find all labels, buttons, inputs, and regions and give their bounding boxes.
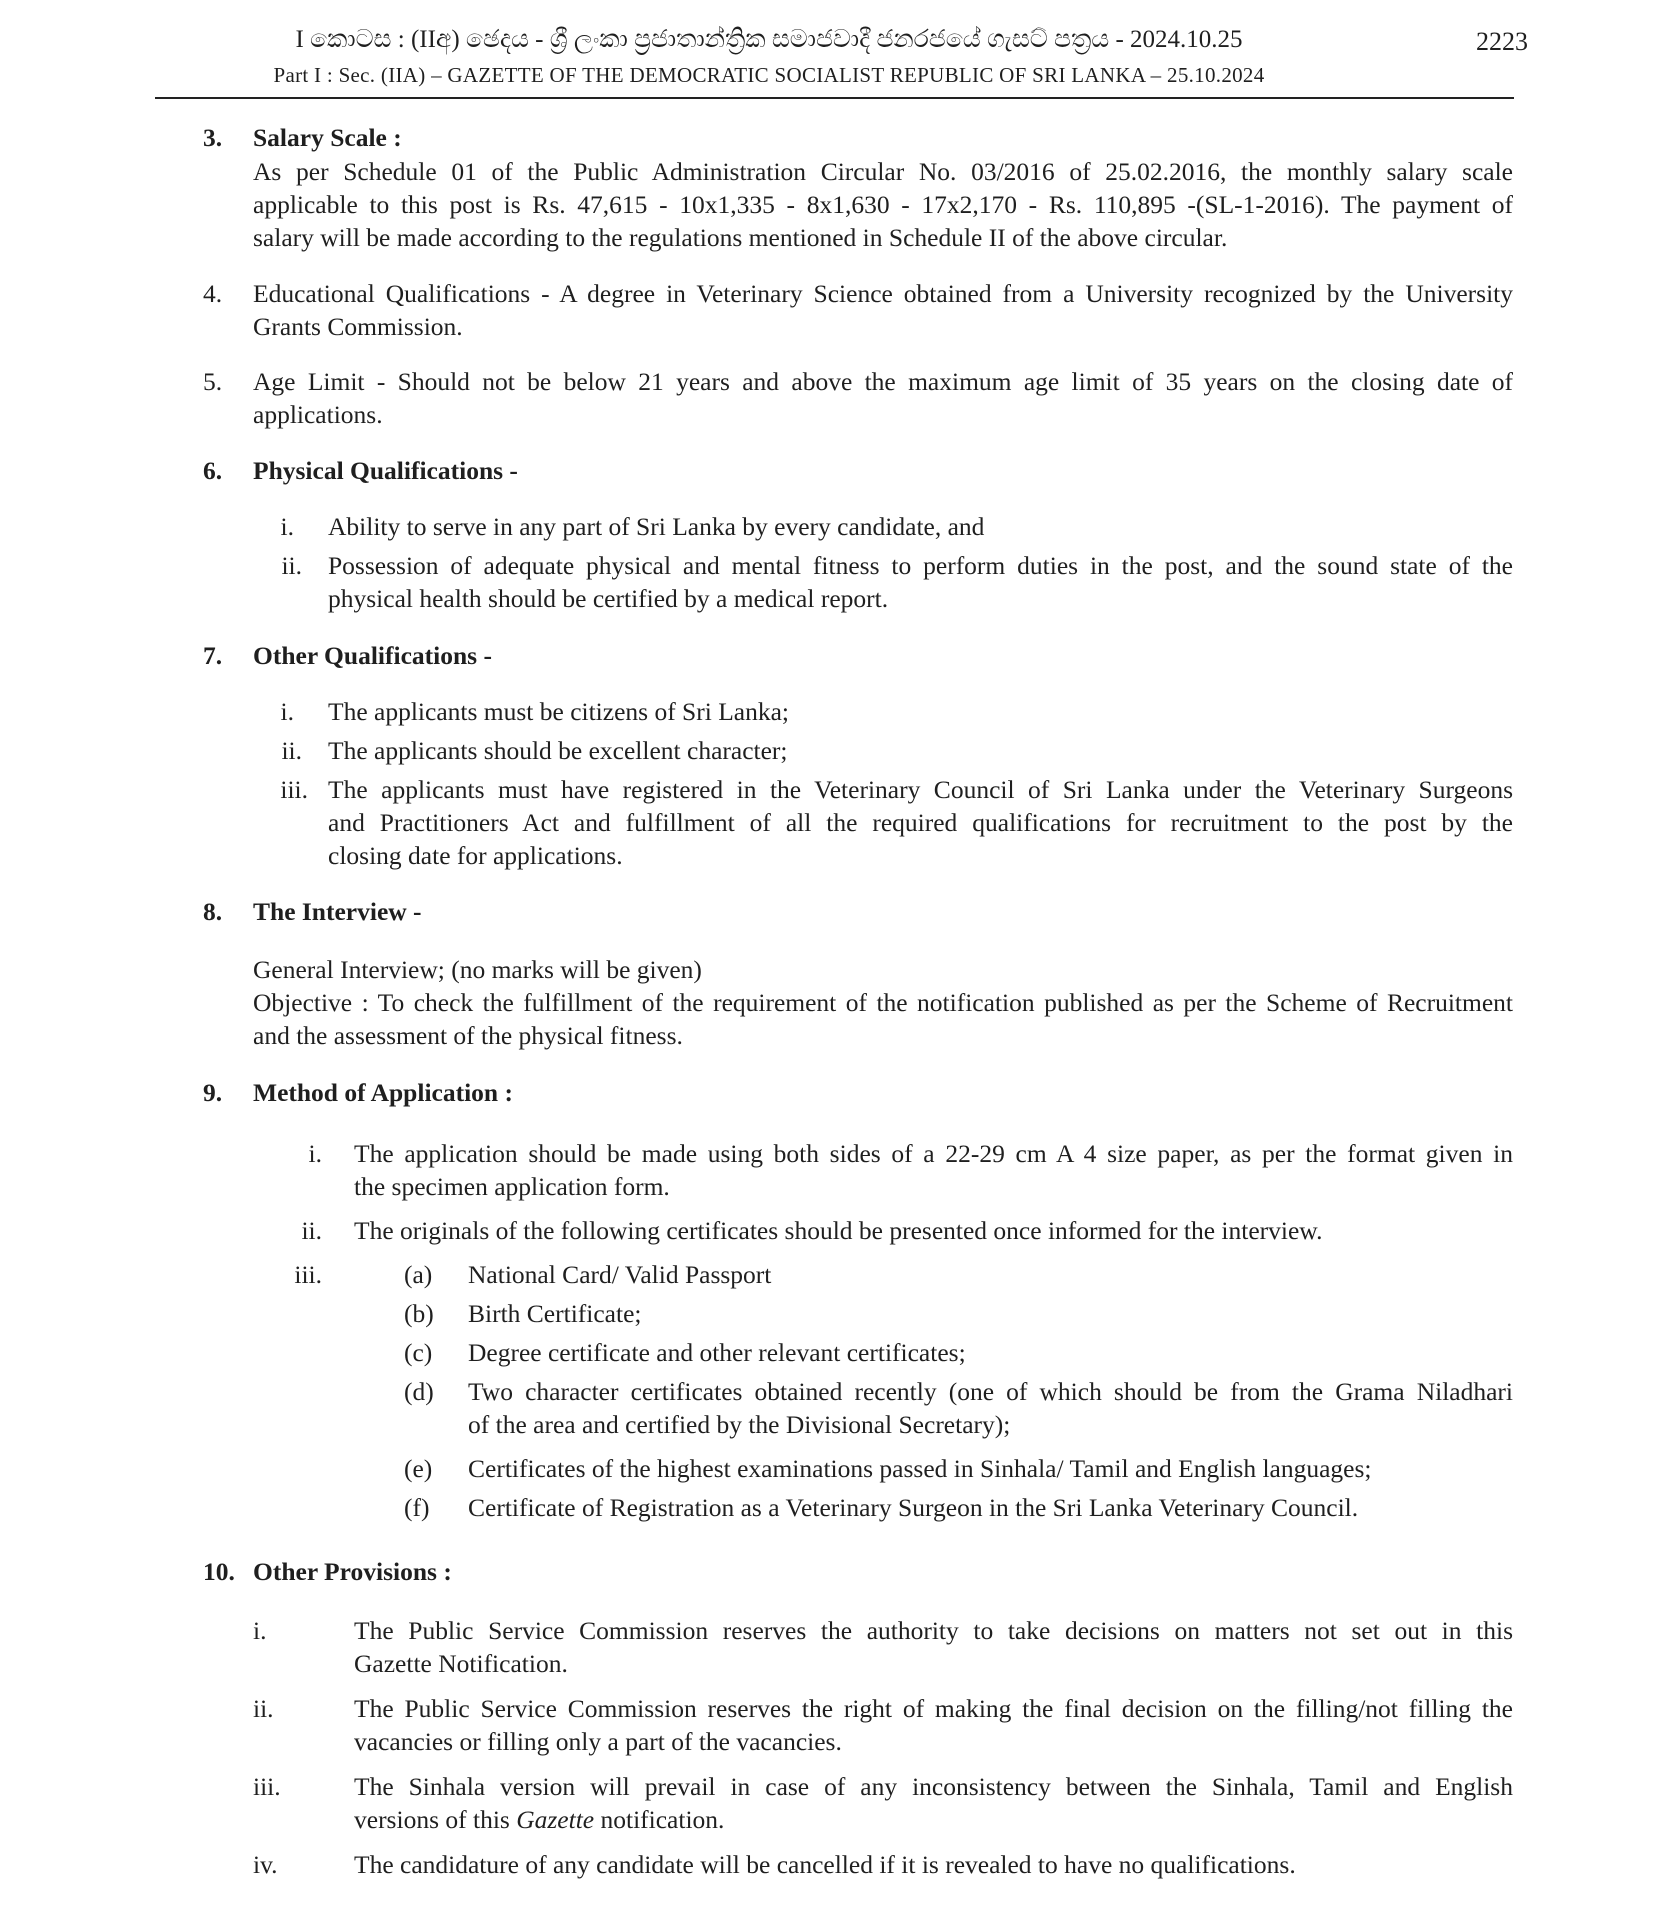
list-item-text: The Sinhala version will prevail in case of any inconsistency between the Sinhala, Tamil and English: [354, 1772, 1513, 1801]
paragraph-line: salary will be made according to the regulations mentioned in Schedule II of the above circular.: [253, 223, 1228, 252]
list-label: i.: [253, 1616, 267, 1645]
list-label: iii.: [253, 1772, 281, 1801]
header-english-title: Part I : Sec. (IIA) – GAZETTE OF THE DEMOCRATIC SOCIALIST REPUBLIC OF SRI LANKA – 25.10.2024: [273, 63, 1265, 87]
list-item-text: The application should be made using both sides of a 22-29 cm A 4 size paper, as per the format given in: [354, 1139, 1513, 1168]
list-label: i.: [308, 1139, 322, 1168]
header-sinhala-title: I කොටස : (IIඅ) ඡෙදය - ශ්‍රී ලංකා ප්‍රජාතාන්ත්‍රික සමාජවාදී ජනරජයේ ගැසට් පත්‍රය - 2024.10.25: [295, 26, 1243, 53]
section-number: 3.: [203, 123, 223, 152]
sub-list-label: (c): [404, 1338, 433, 1367]
section-title-other-provisions: Other Provisions :: [253, 1557, 452, 1586]
section-number: 8.: [203, 897, 223, 926]
section-number: 9.: [203, 1078, 223, 1107]
paragraph-line: Objective : To check the fulfillment of the requirement of the notification published as per the Scheme of Recruitment: [253, 988, 1513, 1017]
list-item-text: versions of this Gazette notification.: [354, 1805, 725, 1834]
list-item-text: The originals of the following certificates should be presented once informed for the interview.: [354, 1216, 1323, 1245]
list-label: iii.: [294, 1260, 322, 1289]
section-title-other-qualifications: Other Qualifications -: [253, 641, 492, 670]
paragraph-line: General Interview; (no marks will be given): [253, 955, 702, 984]
list-item-text: The Public Service Commission reserves the authority to take decisions on matters not set out in this: [354, 1616, 1513, 1645]
section-number: 10.: [203, 1557, 235, 1586]
list-label: i.: [280, 512, 294, 541]
list-label: i.: [280, 697, 294, 726]
list-item-text: and Practitioners Act and fulfillment of all the required qualifications for recruitment to the post by the: [328, 808, 1513, 837]
list-label: ii.: [281, 551, 302, 580]
list-label: iii.: [280, 775, 308, 804]
sub-list-item-text: Degree certificate and other relevant certificates;: [468, 1338, 966, 1367]
list-item-text: physical health should be certified by a medical report.: [328, 584, 889, 613]
sub-list-item-text: Birth Certificate;: [468, 1299, 642, 1328]
paragraph-line: Grants Commission.: [253, 312, 463, 341]
list-label: ii.: [281, 736, 302, 765]
list-item-text: Ability to serve in any part of Sri Lanka by every candidate, and: [328, 512, 985, 541]
section-number: 4.: [203, 279, 223, 308]
list-item-text: The Public Service Commission reserves the right of making the final decision on the filling/not filling the: [354, 1694, 1513, 1723]
paragraph-line: As per Schedule 01 of the Public Administration Circular No. 03/2016 of 25.02.2016, the monthly salary scale: [253, 157, 1513, 186]
sub-list-item-text: of the area and certified by the Divisional Secretary);: [468, 1410, 1011, 1439]
section-title-salary-scale: Salary Scale :: [253, 123, 402, 152]
list-item-text: The candidature of any candidate will be cancelled if it is revealed to have no qualifications.: [354, 1850, 1296, 1879]
sub-list-label: (d): [404, 1377, 434, 1406]
sub-list-label: (b): [404, 1299, 434, 1328]
sub-list-item-text: Two character certificates obtained recently (one of which should be from the Grama Niladhari: [468, 1377, 1513, 1406]
paragraph-line: Age Limit - Should not be below 21 years and above the maximum age limit of 35 years on the closing date of: [253, 367, 1513, 396]
page-number: 2223: [1476, 27, 1528, 56]
section-number: 6.: [203, 456, 223, 485]
sub-list-item-text: Certificates of the highest examinations passed in Sinhala/ Tamil and English languages;: [468, 1454, 1372, 1483]
sub-list-item-text: Certificate of Registration as a Veterinary Surgeon in the Sri Lanka Veterinary Council.: [468, 1493, 1359, 1522]
section-title-interview: The Interview -: [253, 897, 422, 926]
paragraph-line: Educational Qualifications - A degree in Veterinary Science obtained from a University recognized by the University: [253, 279, 1513, 308]
list-item-text: The applicants must have registered in the Veterinary Council of Sri Lanka under the Veterinary Surgeons: [328, 775, 1513, 804]
list-item-text: closing date for applications.: [328, 841, 623, 870]
list-item-text: The applicants should be excellent character;: [328, 736, 788, 765]
list-item-text: Gazette Notification.: [354, 1649, 568, 1678]
list-item-text: vacancies or filling only a part of the vacancies.: [354, 1727, 842, 1756]
list-item-text: the specimen application form.: [354, 1172, 670, 1201]
paragraph-line: applicable to this post is Rs. 47,615 - 10x1,335 - 8x1,630 - 17x2,170 - Rs. 110,895 -(SL-1-2016). The payment of: [253, 190, 1513, 219]
header-rule: [155, 97, 1514, 99]
sub-list-label: (f): [404, 1493, 430, 1522]
list-item-text: Possession of adequate physical and mental fitness to perform duties in the post, and the sound state of the: [328, 551, 1513, 580]
list-label: ii.: [301, 1216, 322, 1245]
sub-list-item-text: National Card/ Valid Passport: [468, 1260, 772, 1289]
section-number: 5.: [203, 367, 223, 396]
paragraph-line: applications.: [253, 400, 383, 429]
sub-list-label: (a): [404, 1260, 433, 1289]
paragraph-line: and the assessment of the physical fitness.: [253, 1021, 683, 1050]
list-item-text: The applicants must be citizens of Sri Lanka;: [328, 697, 789, 726]
section-title-method-of-application: Method of Application :: [253, 1078, 513, 1107]
list-label: ii.: [253, 1694, 274, 1723]
list-label: iv.: [253, 1850, 278, 1879]
section-title-physical-qualifications: Physical Qualifications -: [253, 456, 518, 485]
sub-list-label: (e): [404, 1454, 433, 1483]
gazette-italic: Gazette: [516, 1805, 595, 1834]
section-number: 7.: [203, 641, 223, 670]
